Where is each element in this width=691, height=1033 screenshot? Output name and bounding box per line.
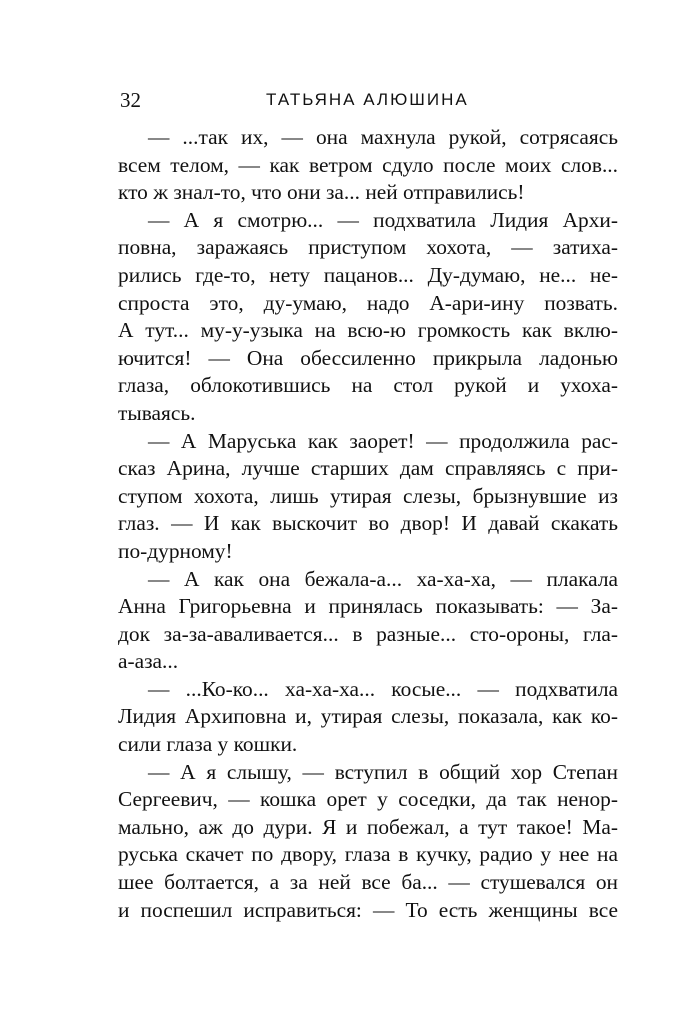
text-line: по-дурному! — [118, 538, 233, 563]
text-line: Лидия Архиповна и, утирая слезы, показала, как ко- — [118, 704, 618, 729]
text-line: рились где-то, нету пацанов... Ду-думаю, не... не- — [118, 262, 618, 287]
text-line: док за-за-аваливается... в разные... сто-ороны, гла- — [118, 621, 618, 646]
text-line: — ...так их, — она махнула рукой, сотрясаясь — [148, 125, 618, 149]
text-line: всем телом, — как ветром сдуло после моих слов... — [118, 152, 618, 177]
text-line: глаза, облокотившись на стол рукой и ухоха- — [118, 373, 618, 398]
text-line: Анна Григорьевна и принялась показывать: — За- — [118, 594, 618, 619]
text-line: сказ Арина, лучше старших дам справляясь с при- — [118, 456, 618, 481]
text-line: ючится! — Она обессиленно прикрыла ладонью — [118, 345, 618, 370]
text-line: повна, заражаясь приступом хохота, — затиха- — [118, 235, 618, 260]
text-line: — А Маруська как заорет! — продолжила рас- — [148, 428, 618, 453]
text-line: Сергеевич, — кошка орет у соседки, да так ненор- — [118, 787, 618, 812]
text-line: — ...Ко-ко... ха-ха-ха... косые... — подхватила — [148, 676, 618, 701]
text-line: сили глаза у кошки. — [118, 732, 298, 757]
book-author: ТАТЬЯНА АЛЮШИНА — [266, 90, 469, 109]
paragraph — [118, 207, 618, 428]
text-line: глаз. — И как выскочит во двор! И давай скакать — [118, 511, 618, 536]
text-line: — А я слышу, — вступил в общий хор Степан — [148, 759, 618, 784]
text-line: спроста это, ду-умаю, надо А-ари-ину позвать. — [118, 290, 618, 315]
text-line: мально, аж до дури. Я и побежал, а тут такое! Ма- — [118, 814, 618, 839]
text-line: а-аза... — [118, 649, 179, 674]
text-line: шее болтается, а за ней все ба... — стушевался он — [118, 870, 618, 895]
text-line: кто ж знал-то, что они за... ней отправились! — [118, 180, 525, 205]
body-text — [118, 124, 618, 924]
paragraph — [118, 428, 618, 566]
text-line: тываясь. — [118, 400, 196, 425]
text-line: и поспешил исправиться: — То есть женщины все — [118, 897, 618, 922]
text-line: ступом хохота, лишь утирая слезы, брызнувшие из — [118, 483, 618, 508]
paragraph — [118, 759, 618, 925]
running-head — [120, 86, 618, 114]
paragraph — [118, 124, 618, 207]
paragraph — [118, 676, 618, 759]
text-line: — А как она бежала-а... ха-ха-ха, — плакала — [148, 566, 618, 591]
text-line: руська скачет по двору, глаза в кучку, радио у нее на — [118, 842, 618, 867]
paragraph — [118, 566, 618, 676]
text-line: А тут... му-у-узыка на всю-ю громкость как вклю- — [118, 318, 618, 343]
text-line: — А я смотрю... — подхватила Лидия Архи- — [148, 207, 618, 232]
page-number: 32 — [120, 88, 141, 112]
